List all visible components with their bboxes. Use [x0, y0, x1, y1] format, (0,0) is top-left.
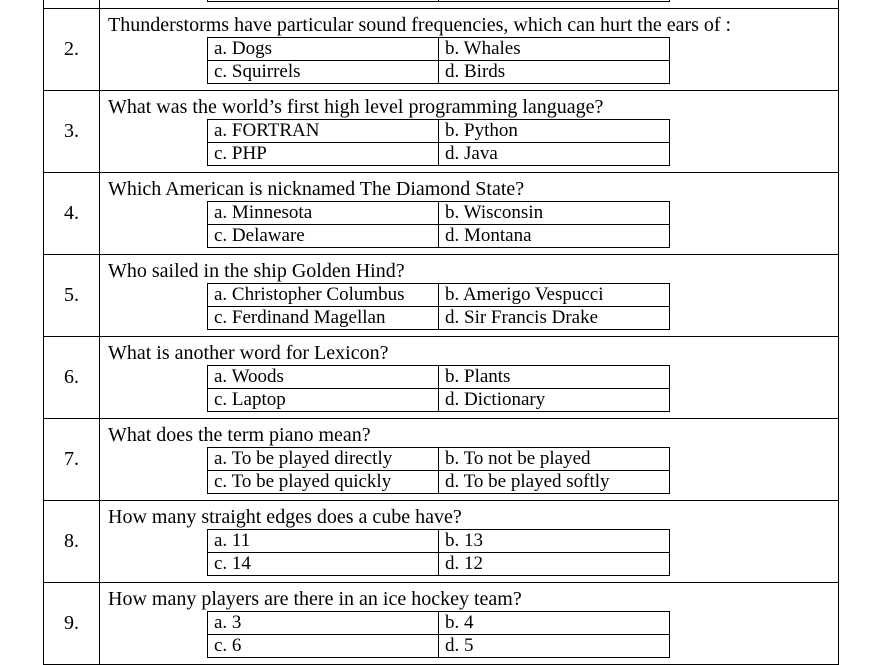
option-a: a. Woods: [208, 366, 439, 389]
question-cell: [100, 0, 839, 9]
question-text: Who sailed in the ship Golden Hind?: [108, 260, 405, 282]
question-row: [44, 255, 839, 337]
question-row: [44, 583, 839, 665]
question-number: 9.: [44, 583, 100, 665]
question-number: 8.: [44, 501, 100, 583]
question-row: [44, 91, 839, 173]
option-d: d. 5: [439, 635, 670, 658]
options-row: [208, 120, 670, 143]
options-table: [207, 611, 670, 658]
options-row: [208, 0, 670, 2]
options-row: [208, 553, 670, 576]
options-row: [208, 307, 670, 330]
option-d: d. Montana: [439, 225, 670, 248]
option-b: b. Whales: [439, 38, 670, 61]
question-cell: [100, 9, 839, 91]
option-c: [208, 0, 439, 2]
options-row: [208, 635, 670, 658]
option-b: b. Wisconsin: [439, 202, 670, 225]
options-row: [208, 530, 670, 553]
option-c: c. 14: [208, 553, 439, 576]
question-cell: [100, 337, 839, 419]
question-text: What was the world’s first high level programming language?: [108, 96, 604, 118]
options-row: [208, 471, 670, 494]
question-number: 7.: [44, 419, 100, 501]
options-table: [207, 529, 670, 576]
question-text: What does the term piano mean?: [108, 424, 371, 446]
option-c: c. PHP: [208, 143, 439, 166]
question-number: 4.: [44, 173, 100, 255]
options-table: [207, 283, 670, 330]
question-cell: [100, 583, 839, 665]
question-cell: [100, 501, 839, 583]
options-row: [208, 448, 670, 471]
option-c: c. Squirrels: [208, 61, 439, 84]
options-row: [208, 202, 670, 225]
question-row: [44, 173, 839, 255]
option-a: a. 3: [208, 612, 439, 635]
option-d: d. Sir Francis Drake: [439, 307, 670, 330]
options-table: [207, 201, 670, 248]
question-number: 3.: [44, 91, 100, 173]
option-a: a. Christopher Columbus: [208, 284, 439, 307]
option-b: b. 13: [439, 530, 670, 553]
option-b: b. 4: [439, 612, 670, 635]
option-b: b. To not be played: [439, 448, 670, 471]
question-number: 6.: [44, 337, 100, 419]
options-row: [208, 38, 670, 61]
question-cell: [100, 419, 839, 501]
option-c: c. Ferdinand Magellan: [208, 307, 439, 330]
question-text: Which American is nicknamed The Diamond State?: [108, 178, 525, 200]
options-row: [208, 366, 670, 389]
question-row: [44, 501, 839, 583]
option-c: c. Delaware: [208, 225, 439, 248]
question-number: 5.: [44, 255, 100, 337]
question-number: 2.: [44, 9, 100, 91]
option-a: a. Dogs: [208, 38, 439, 61]
option-a: a. To be played directly: [208, 448, 439, 471]
options-table: [207, 365, 670, 412]
options-table: [207, 119, 670, 166]
option-d: d. Java: [439, 143, 670, 166]
question-text: What is another word for Lexicon?: [108, 342, 389, 364]
options-table: [207, 447, 670, 494]
options-row: [208, 284, 670, 307]
question-number: [44, 0, 100, 9]
option-d: d. To be played softly: [439, 471, 670, 494]
question-cell: [100, 255, 839, 337]
option-d: d. Dictionary: [439, 389, 670, 412]
option-d: d. Birds: [439, 61, 670, 84]
question-text: How many straight edges does a cube have?: [108, 506, 462, 528]
options-row: [208, 225, 670, 248]
options-row: [208, 61, 670, 84]
question-row: [44, 419, 839, 501]
options-table: [207, 37, 670, 84]
question-row: [44, 337, 839, 419]
question-cell: [100, 91, 839, 173]
option-c: c. To be played quickly: [208, 471, 439, 494]
option-a: a. 11: [208, 530, 439, 553]
options-table: [207, 0, 670, 2]
option-c: c. 6: [208, 635, 439, 658]
question-text: Thunderstorms have particular sound frequencies, which can hurt the ears of :: [108, 14, 732, 36]
option-c: c. Laptop: [208, 389, 439, 412]
question-row: [44, 9, 839, 91]
quiz-body: [44, 0, 839, 665]
option-d: d. 12: [439, 553, 670, 576]
option-a: a. FORTRAN: [208, 120, 439, 143]
quiz-table: [43, 0, 839, 665]
option-b: b. Amerigo Vespucci: [439, 284, 670, 307]
question-cell: [100, 173, 839, 255]
options-row: [208, 612, 670, 635]
option-b: b. Plants: [439, 366, 670, 389]
option-a: a. Minnesota: [208, 202, 439, 225]
options-row: [208, 143, 670, 166]
question-text: How many players are there in an ice hockey team?: [108, 588, 522, 610]
options-row: [208, 389, 670, 412]
option-d: [439, 0, 670, 2]
option-b: b. Python: [439, 120, 670, 143]
question-row: [44, 0, 839, 9]
